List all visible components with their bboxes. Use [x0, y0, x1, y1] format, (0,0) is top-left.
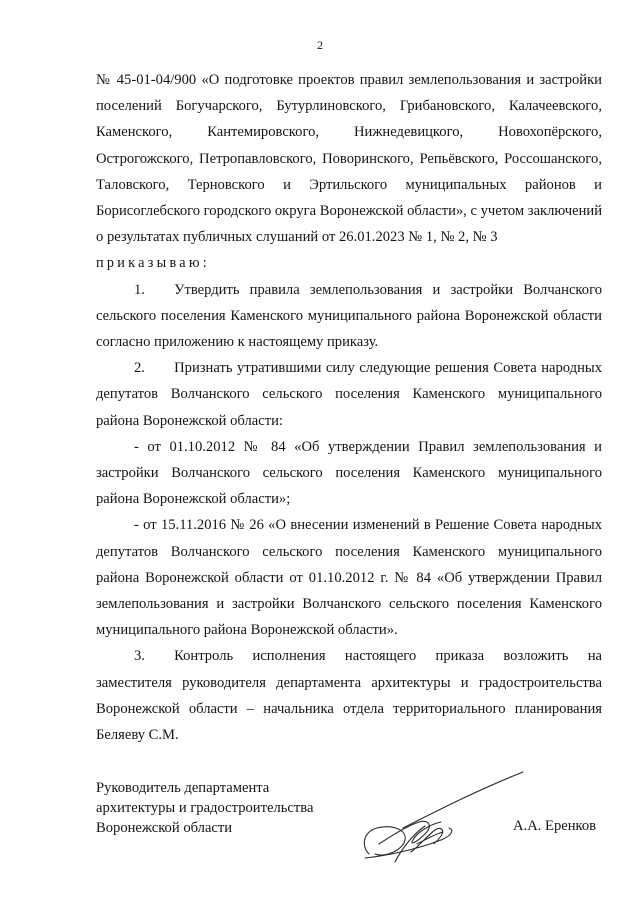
position-line: Воронежской области — [96, 820, 233, 836]
signer-name: А.А. Еренков — [513, 818, 597, 834]
signatory-position — [96, 778, 313, 838]
intro-paragraph: № 45-01-04/900 «О подготовке проектов правил землепользования и застройки поселений Богучарского, Бутурлиновского, Грибановского, Калачеевского, Каменского, Кантемировского, Нижнедевицкого, Новохопёрского, Острогожского, Петропавловского, Поворинского, Репьёвского, Россошанского, Таловского, Терновского и Эртильского муниципальных районов и Борисоглебского городского округа Воронежской области», с учетом заключений о результатах публичных слушаний от 26.01.2023 № 1, № 2, № 3 — [96, 72, 603, 246]
page-number: 2 — [317, 38, 323, 52]
handwritten-signature — [355, 770, 535, 870]
position-line: Руководитель департамента — [96, 780, 270, 796]
item-2b-paragraph: - от 15.11.2016 № 26 «О внесении изменений в Решение Совета народных депутатов Волчанского сельского поселения Каменского муниципального района Воронежской области от 01.10.2012 г. № 84 «Об утверждении Правил землепользования и застройки Волчанского сельского поселения Каменского муниципального района Воронежской области». — [96, 517, 602, 639]
item-2-paragraph: 2. Признать утратившими силу следующие решения Совета народных депутатов Волчанского сельского поселения Каменского муниципального района Воронежской области: — [96, 360, 602, 429]
order-word: приказываю: — [96, 255, 211, 272]
item-1-paragraph: 1. Утвердить правила землепользования и застройки Волчанского сельского поселения Каменского муниципального района Воронежской области согласно приложению к настоящему приказу. — [96, 281, 602, 351]
document-body — [96, 67, 602, 748]
position-line: архитектуры и градостроительства — [96, 800, 314, 816]
item-2a-paragraph: - от 01.10.2012 № 84 «Об утверждении Правил землепользования и застройки Волчанского сельского поселения Каменского муниципального района Воронежской области»; — [96, 438, 602, 508]
item-3-paragraph: 3. Контроль исполнения настоящего приказа возложить на заместителя руководителя департамента архитектуры и градостроительства Воронежской области – начальника отдела территориального планирования Беляеву С.М. — [96, 648, 602, 744]
